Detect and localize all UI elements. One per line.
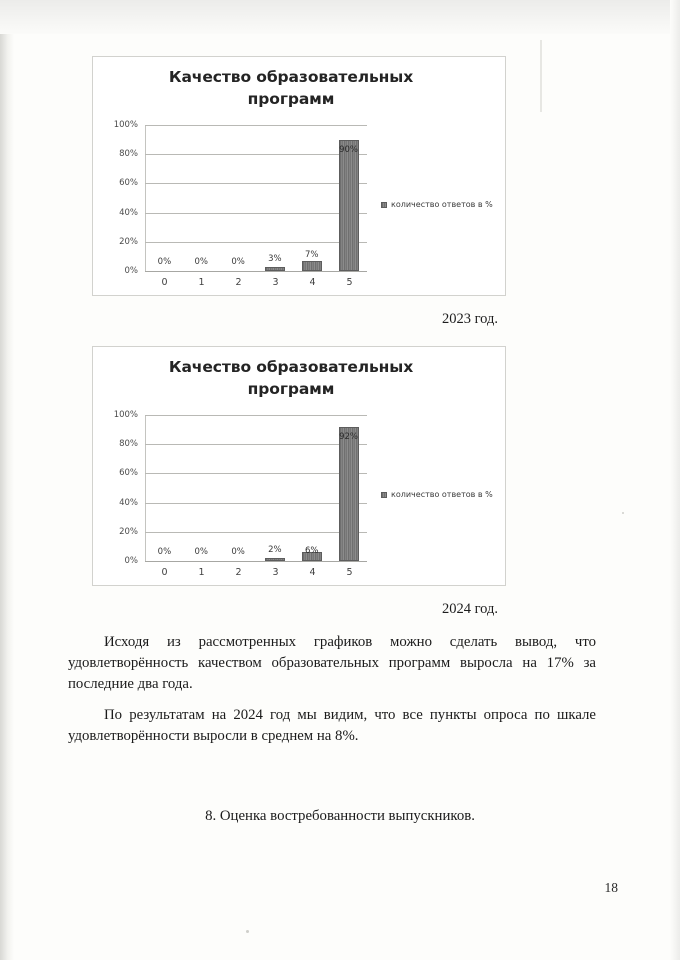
x-tick-label: 1 bbox=[198, 277, 205, 288]
bar-value-label: 0% bbox=[194, 257, 208, 267]
body-paragraphs bbox=[68, 632, 596, 705]
y-tick-label: 60% bbox=[119, 178, 138, 189]
gridline-0 bbox=[124, 556, 367, 566]
legend-label: количество ответов в % bbox=[391, 200, 493, 209]
bar[interactable] bbox=[302, 261, 322, 271]
bar-value-label: 3% bbox=[268, 254, 282, 264]
bar[interactable] bbox=[339, 427, 359, 561]
x-tick-label: 2 bbox=[235, 567, 242, 578]
bar-slot[interactable] bbox=[183, 415, 220, 561]
legend-label: количество ответов в % bbox=[391, 490, 493, 499]
x-axis bbox=[146, 277, 368, 288]
bar-value-label: 0% bbox=[231, 547, 245, 557]
bar-slot[interactable] bbox=[293, 125, 330, 271]
scan-artifact bbox=[540, 40, 542, 112]
bar-slot[interactable] bbox=[256, 125, 293, 271]
scan-artifact bbox=[622, 512, 624, 514]
figure-2024 bbox=[92, 346, 506, 618]
page-number: 18 bbox=[604, 880, 618, 895]
body-paragraphs-2 bbox=[68, 705, 596, 757]
y-tick-label: 60% bbox=[119, 468, 138, 479]
bar-series bbox=[146, 125, 367, 271]
bar-value-label: 6% bbox=[304, 546, 319, 556]
x-tick-label: 1 bbox=[198, 567, 205, 578]
bar-slot[interactable] bbox=[146, 415, 183, 561]
bar[interactable] bbox=[265, 558, 285, 561]
gridline-0 bbox=[124, 266, 367, 276]
chart-legend bbox=[381, 490, 493, 499]
figure-2023 bbox=[92, 56, 506, 328]
chart-title: Качество образовательных программ bbox=[168, 68, 414, 109]
bar-value-label: 0% bbox=[157, 257, 172, 267]
legend-swatch-icon bbox=[381, 202, 387, 208]
y-tick-label: 20% bbox=[119, 236, 138, 247]
bar-value-label: 0% bbox=[231, 257, 245, 267]
x-tick-label: 5 bbox=[346, 567, 353, 578]
chart-2023 bbox=[92, 56, 506, 296]
bar-value-label: 7% bbox=[304, 250, 319, 260]
chart-2024 bbox=[92, 346, 506, 586]
x-tick-label: 4 bbox=[309, 277, 316, 288]
bar-value-label: 92% bbox=[339, 432, 358, 442]
bar-slot[interactable] bbox=[220, 125, 257, 271]
y-tick-label: 40% bbox=[119, 497, 138, 508]
bar-value-label: 2% bbox=[268, 545, 282, 555]
y-tick-label: 0% bbox=[124, 556, 138, 566]
chart-legend bbox=[381, 200, 493, 209]
x-tick-label: 4 bbox=[309, 567, 316, 578]
bar-slot[interactable] bbox=[256, 415, 293, 561]
y-tick-label: 80% bbox=[119, 149, 138, 160]
x-tick-label: 0 bbox=[161, 277, 168, 288]
paragraph-results: По результатам на 2024 год мы видим, что все пункты опроса по шкале удовлетворённости выросли в среднем на 8%. bbox=[68, 707, 596, 744]
bar-slot[interactable] bbox=[183, 125, 220, 271]
scan-shadow-top bbox=[0, 0, 680, 34]
scan-artifact bbox=[246, 930, 249, 933]
y-tick-label: 20% bbox=[119, 526, 138, 537]
x-axis bbox=[146, 567, 368, 578]
y-tick-label: 0% bbox=[124, 266, 138, 276]
plot-area bbox=[113, 410, 367, 566]
plot-area bbox=[113, 120, 367, 276]
chart-title: Качество образовательных программ bbox=[168, 358, 414, 399]
bar[interactable] bbox=[265, 267, 285, 271]
x-tick-label: 0 bbox=[161, 567, 168, 578]
x-tick-label: 2 bbox=[235, 277, 242, 288]
x-tick-label: 5 bbox=[346, 277, 353, 288]
bar-series bbox=[146, 415, 367, 561]
legend-swatch-icon bbox=[381, 492, 387, 498]
bar-slot[interactable] bbox=[330, 415, 367, 561]
figure-caption: 2024 год. bbox=[441, 601, 498, 617]
x-tick-label: 3 bbox=[272, 277, 279, 288]
x-tick-label: 3 bbox=[272, 567, 279, 578]
bar-value-label: 0% bbox=[194, 547, 208, 557]
bar-slot[interactable] bbox=[330, 125, 367, 271]
bar-slot[interactable] bbox=[146, 125, 183, 271]
y-tick-label: 80% bbox=[119, 439, 138, 450]
paragraph-conclusion: Исходя из рассмотренных графиков можно сделать вывод, что удовлетворённость качеством образовательных программ выросла на 17% за последние два года. bbox=[68, 634, 596, 692]
y-tick-label: 100% bbox=[113, 120, 138, 130]
bar-value-label: 90% bbox=[339, 145, 358, 155]
y-tick-label: 100% bbox=[113, 410, 138, 420]
bar-slot[interactable] bbox=[220, 415, 257, 561]
bar-value-label: 0% bbox=[157, 547, 172, 557]
bar-slot[interactable] bbox=[293, 415, 330, 561]
y-tick-label: 40% bbox=[119, 207, 138, 218]
bar[interactable] bbox=[339, 140, 359, 271]
figure-caption: 2023 год. bbox=[441, 311, 498, 327]
section-heading: 8. Оценка востребованности выпускников. bbox=[205, 808, 475, 824]
